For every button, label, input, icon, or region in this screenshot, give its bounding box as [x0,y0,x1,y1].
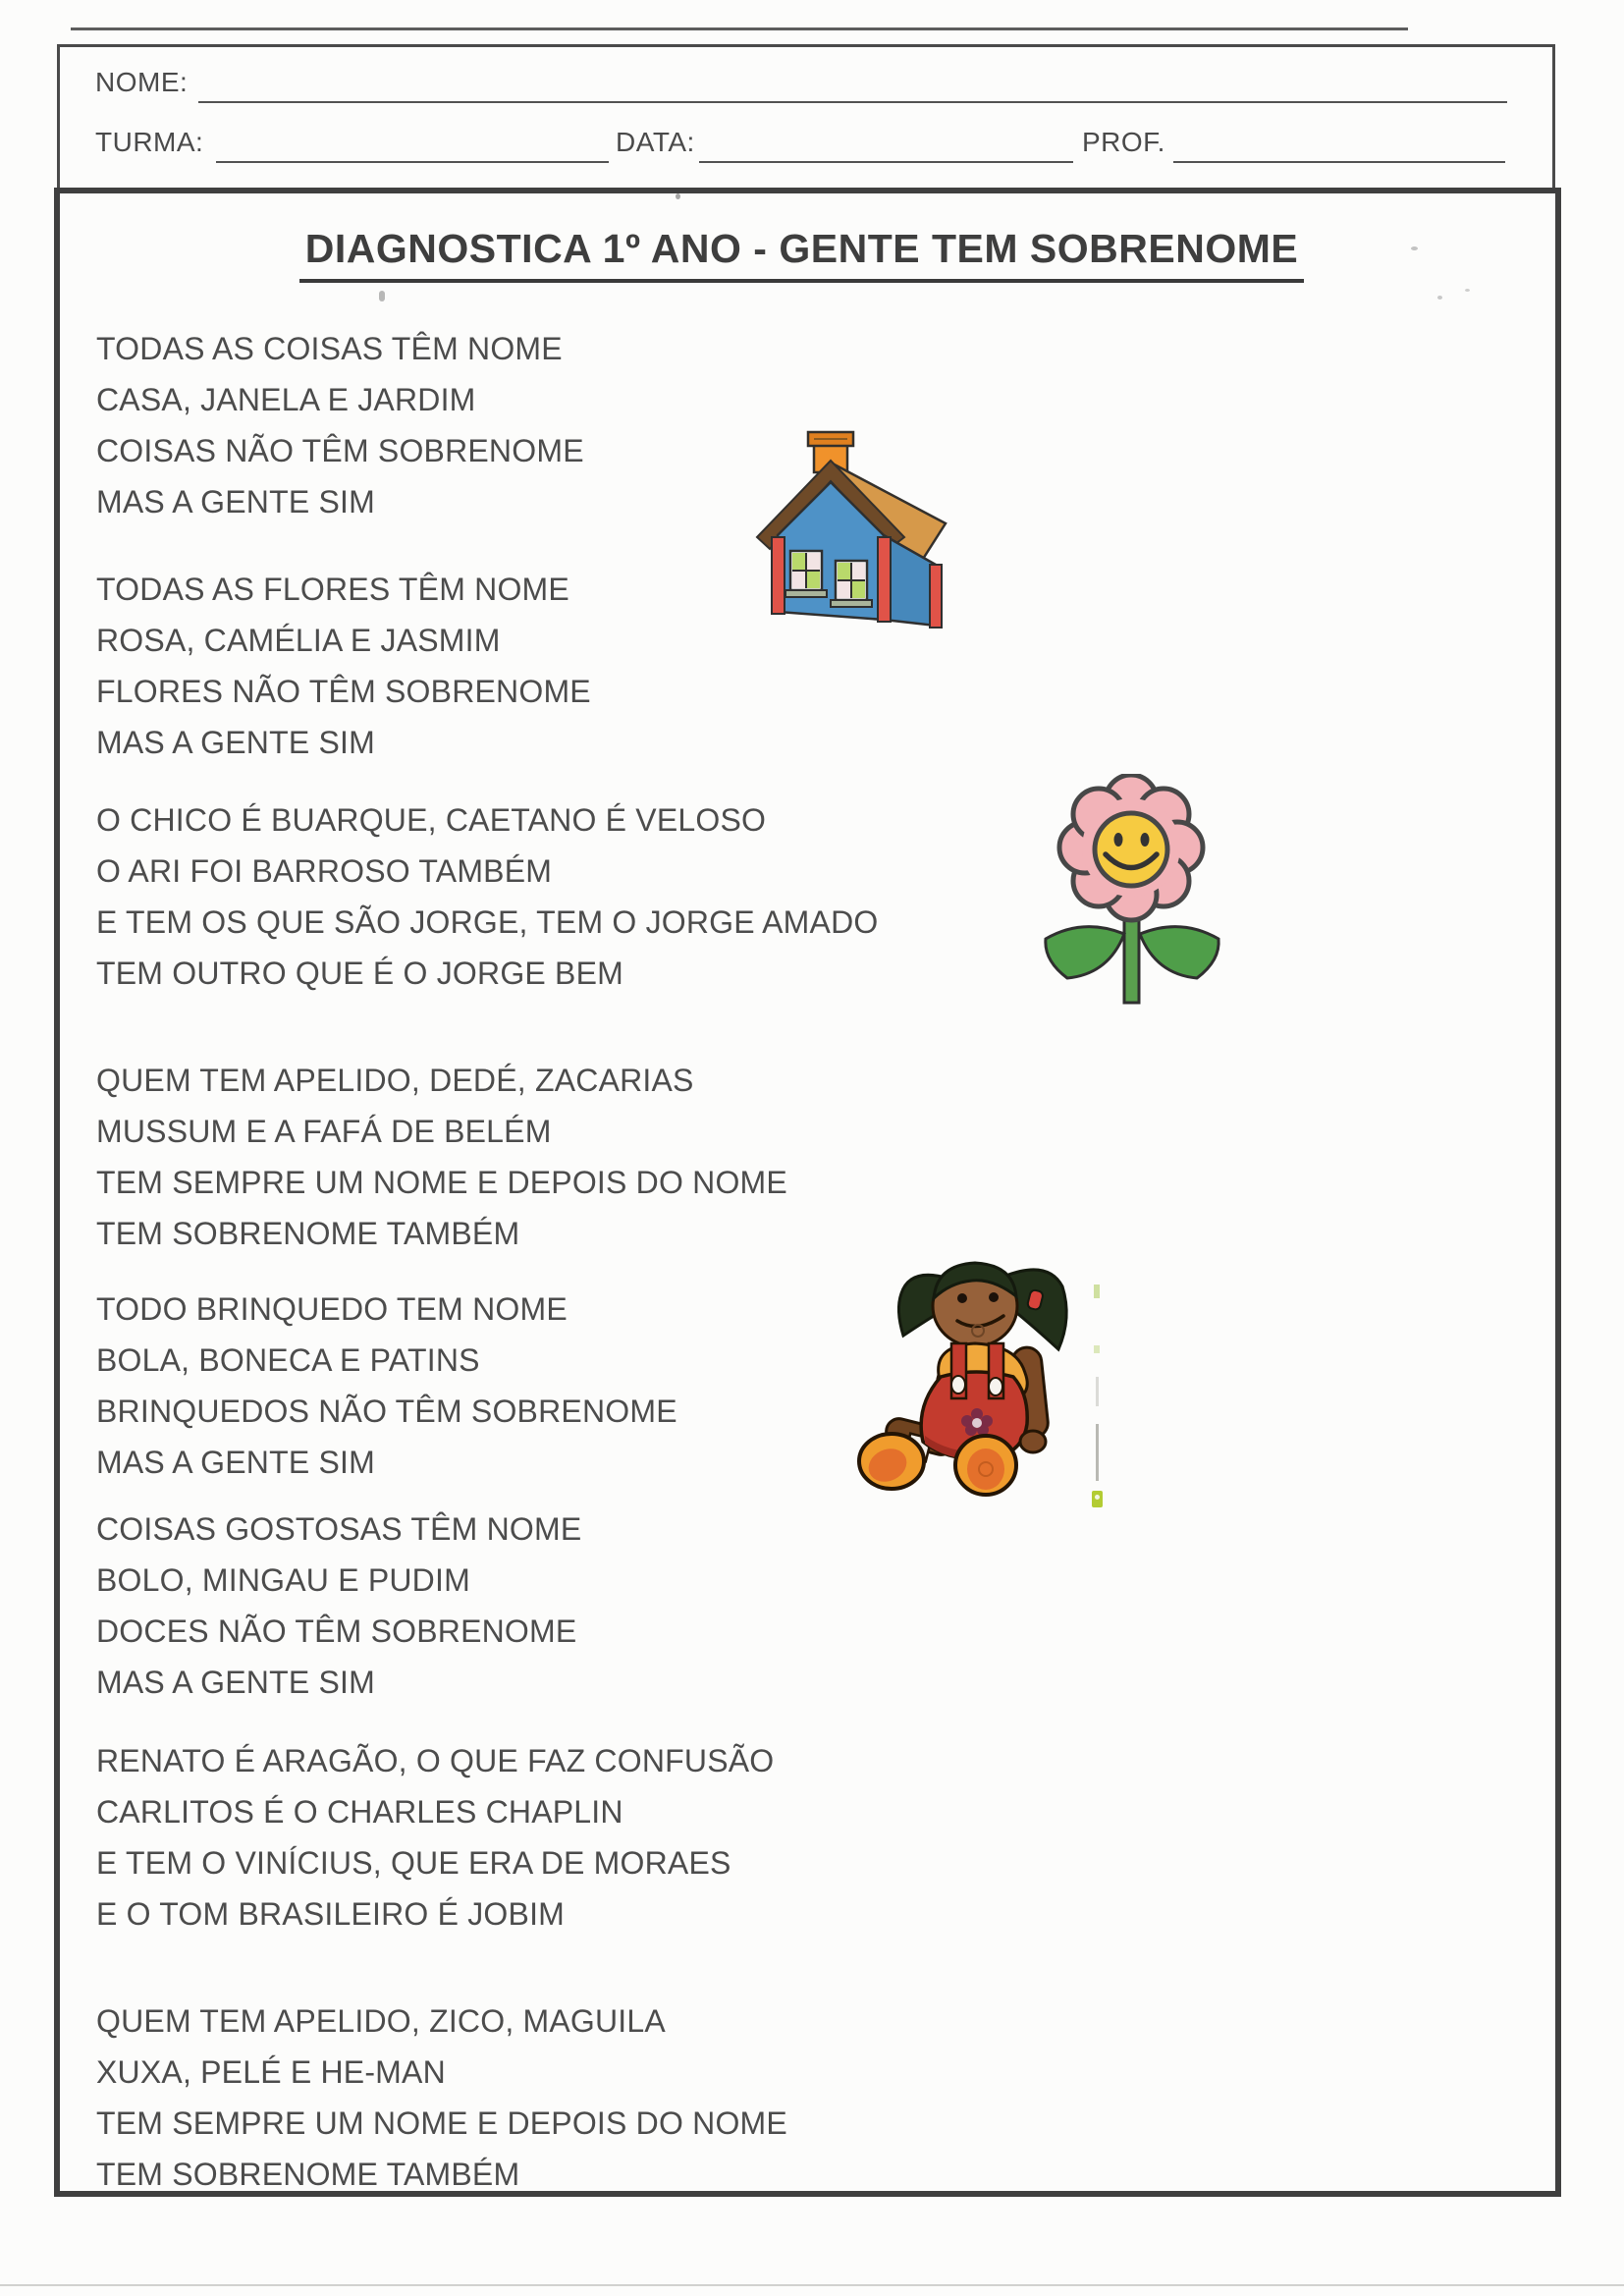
flower-face [1095,813,1167,886]
scan-speck [676,193,680,199]
doll-illustration [856,1249,1097,1509]
doll-shoe-sole [967,1449,1004,1490]
lyric-line: CASA, JANELA E JARDIM [96,382,476,417]
watermark-mark [1096,1424,1099,1481]
lyric-line: DOCES NÃO TÊM SOBRENOME [96,1613,577,1649]
stanza-6 [96,1503,1176,1708]
paper-top-edge-line [71,27,1408,30]
class-fill-line [216,161,609,163]
lyric-line: ROSA, CAMÉLIA E JASMIM [96,623,501,658]
lyric-line: BRINQUEDOS NÃO TÊM SOBRENOME [96,1394,677,1429]
lyric-line: COISAS NÃO TÊM SOBRENOME [96,433,584,468]
stanza-7 [96,1735,1176,1940]
lyric-line: E O TOM BRASILEIRO É JOBIM [96,1896,566,1932]
stanza-8 [96,1995,1176,2200]
lyric-line: MAS A GENTE SIM [96,1665,375,1700]
doll-eye [957,1293,967,1303]
lyric-line: COISAS GOSTOSAS TÊM NOME [96,1511,582,1547]
date-fill-line [699,161,1073,163]
lyric-line: BOLA, BONECA E PATINS [96,1342,480,1378]
page-title: DIAGNOSTICA 1º ANO - GENTE TEM SOBRENOME [299,226,1304,283]
house-post [772,537,785,614]
stanza-1 [96,323,1176,527]
name-fill-line [198,101,1507,103]
lyric-line: TODAS AS COISAS TÊM NOME [96,331,563,366]
scan-speck [1411,246,1418,250]
lyric-line: MAS A GENTE SIM [96,725,375,760]
title-row [54,226,1549,283]
lyric-line: BOLO, MINGAU E PUDIM [96,1562,470,1598]
lyric-line: XUXA, PELÉ E HE-MAN [96,2054,446,2090]
lyric-line: TODAS AS FLORES TÊM NOME [96,572,569,607]
lyric-line: TEM SEMPRE UM NOME E DEPOIS DO NOME [96,2105,787,2141]
lyric-line: O CHICO É BUARQUE, CAETANO É VELOSO [96,802,767,838]
lyric-line: O ARI FOI BARROSO TAMBÉM [96,853,553,889]
watermark-mark [1094,1285,1100,1298]
name-field-label: NOME: [95,67,189,97]
lyric-line: E TEM OS QUE SÃO JORGE, TEM O JORGE AMADO [96,904,879,940]
lyric-line: FLORES NÃO TÊM SOBRENOME [96,674,591,709]
lyric-line: TEM SOBRENOME TAMBÉM [96,1216,520,1251]
stanza-2 [96,564,1176,768]
lyric-line: MUSSUM E A FAFÁ DE BELÉM [96,1114,552,1149]
watermark-mark [1096,1377,1099,1406]
lyric-line: TEM OUTRO QUE É O JORGE BEM [96,956,623,991]
house-window [831,561,872,607]
lyric-line: QUEM TEM APELIDO, ZICO, MAGUILA [96,2003,666,2039]
flower-eye [1141,833,1150,847]
house-post [878,537,891,622]
lyric-line: MAS A GENTE SIM [96,1445,375,1480]
teacher-field-label: PROF. [1082,127,1165,157]
scan-speck [1465,289,1470,292]
flower-leaf [1046,927,1124,978]
header-box [57,44,1555,191]
doll-hand [1020,1431,1046,1452]
lyric-line: RENATO É ARAGÃO, O QUE FAZ CONFUSÃO [96,1743,775,1778]
flower-eye [1114,833,1123,847]
flower-illustration [1036,774,1232,1014]
house-illustration [751,427,952,643]
house-post [930,565,942,628]
class-field-label: TURMA: [95,127,204,157]
doll-button [951,1376,965,1394]
lyric-line: MAS A GENTE SIM [96,484,375,519]
paper-bottom-edge-line [0,2284,1624,2286]
watermark-mark [1094,1345,1100,1353]
teacher-fill-line [1173,161,1505,163]
doll-button [989,1378,1002,1395]
lyric-line: E TEM O VINÍCIUS, QUE ERA DE MORAES [96,1845,731,1881]
lyric-line: TEM SEMPRE UM NOME E DEPOIS DO NOME [96,1165,787,1200]
lyric-line: QUEM TEM APELIDO, DEDÉ, ZACARIAS [96,1063,694,1098]
watermark-strip [1092,1259,1104,1508]
stanza-4 [96,1055,1176,1259]
scan-speck [1437,296,1442,300]
scan-speck [379,291,385,301]
stanza-3 [96,794,1176,999]
watermark-logo [1092,1491,1103,1507]
flower-stem [1124,909,1139,1003]
lyric-line: TEM SOBRENOME TAMBÉM [96,2157,520,2192]
flower-leaf [1140,927,1218,978]
house-window [785,551,827,597]
date-field-label: DATA: [616,127,695,157]
lyric-line: TODO BRINQUEDO TEM NOME [96,1291,568,1327]
lyric-line: CARLITOS É O CHARLES CHAPLIN [96,1794,623,1830]
doll-eye [989,1292,999,1302]
